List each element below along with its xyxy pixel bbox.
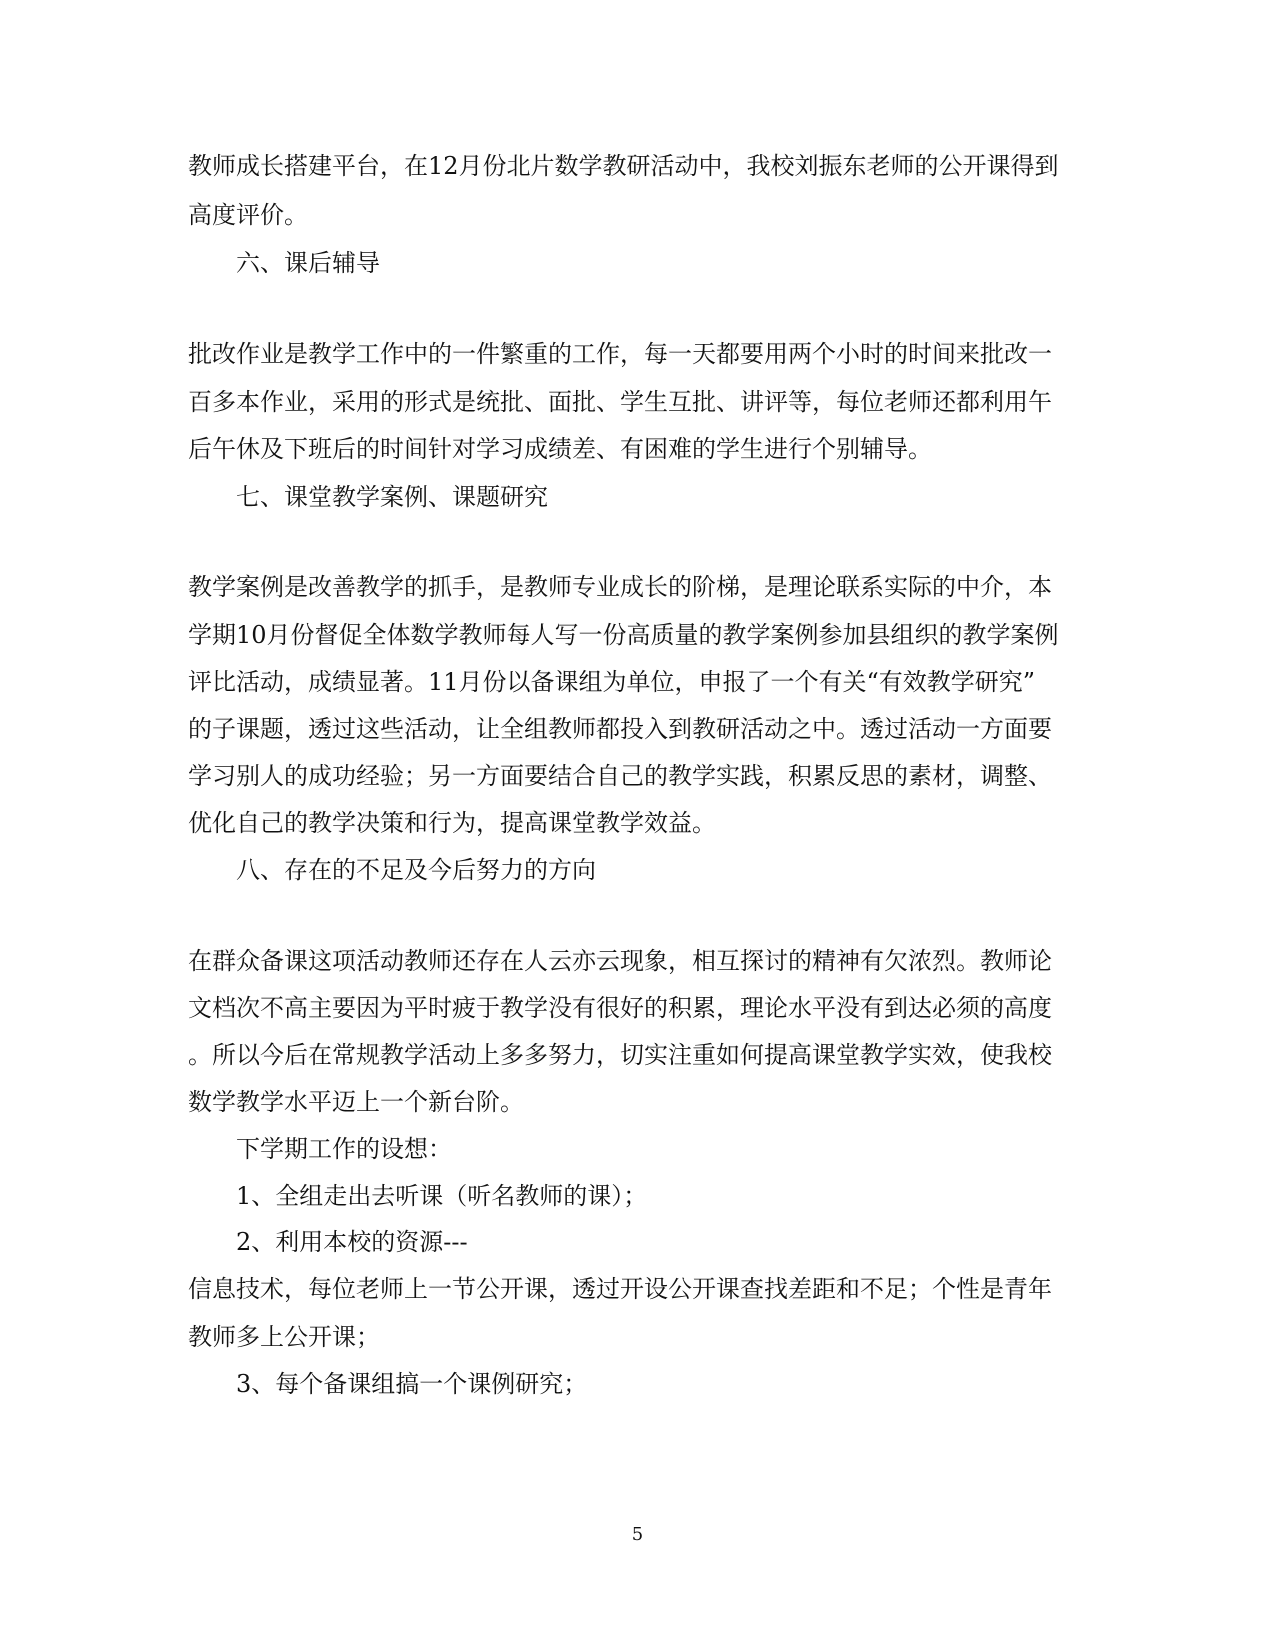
list-item: 3、每个备课组搞一个课例研究； (236, 1370, 588, 1398)
paragraph-line: 数学教学水平迈上一个新台阶。 (188, 1088, 524, 1116)
list-item: 1、全组走出去听课（听名教师的课）； (236, 1182, 648, 1210)
list-item: 2、利用本校的资源--- (236, 1228, 468, 1256)
paragraph-line: 百多本作业，采用的形式是统批、面批、学生互批、讲评等，每位老师还都利用午 (188, 388, 1052, 416)
section-heading: 六、课后辅导 (236, 249, 380, 277)
paragraph-line: 优化自己的教学决策和行为，提高课堂教学效益。 (188, 809, 716, 837)
paragraph-line: 高度评价。 (188, 201, 308, 229)
section-heading: 七、课堂教学案例、课题研究 (236, 483, 548, 511)
paragraph-line: 学期10月份督促全体数学教师每人写一份高质量的教学案例参加县组织的教学案例 (188, 621, 1059, 649)
paragraph-line: 教师多上公开课； (188, 1323, 380, 1351)
paragraph-line: 教学案例是改善教学的抓手，是教师专业成长的阶梯，是理论联系实际的中介，本 (188, 573, 1052, 601)
paragraph-line: 在群众备课这项活动教师还存在人云亦云现象，相互探讨的精神有欠浓烈。教师论 (188, 947, 1052, 975)
paragraph-line: 的子课题，透过这些活动，让全组教师都投入到教研活动之中。透过活动一方面要 (188, 715, 1052, 743)
paragraph-line: 教师成长搭建平台，在12月份北片数学教研活动中，我校刘振东老师的公开课得到 (188, 152, 1059, 180)
paragraph-line: 。所以今后在常规教学活动上多多努力，切实注重如何提高课堂教学实效，使我校 (188, 1041, 1052, 1069)
section-heading: 八、存在的不足及今后努力的方向 (236, 856, 596, 884)
paragraph-line: 批改作业是教学工作中的一件繁重的工作，每一天都要用两个小时的时间来批改一 (188, 340, 1052, 368)
page-number: 5 (631, 1524, 644, 1545)
subheading: 下学期工作的设想： (236, 1135, 452, 1163)
paragraph-line: 后午休及下班后的时间针对学习成绩差、有困难的学生进行个别辅导。 (188, 435, 932, 463)
paragraph-line: 评比活动，成绩显著。11月份以备课组为单位，申报了一个有关“有效教学研究” (188, 668, 1036, 696)
paragraph-line: 文档次不高主要因为平时疲于教学没有很好的积累，理论水平没有到达必须的高度 (188, 994, 1052, 1022)
paragraph-line: 学习别人的成功经验；另一方面要结合自己的教学实践，积累反思的素材，调整、 (188, 762, 1052, 790)
paragraph-line: 信息技术，每位老师上一节公开课，透过开设公开课查找差距和不足；个性是青年 (188, 1275, 1052, 1303)
